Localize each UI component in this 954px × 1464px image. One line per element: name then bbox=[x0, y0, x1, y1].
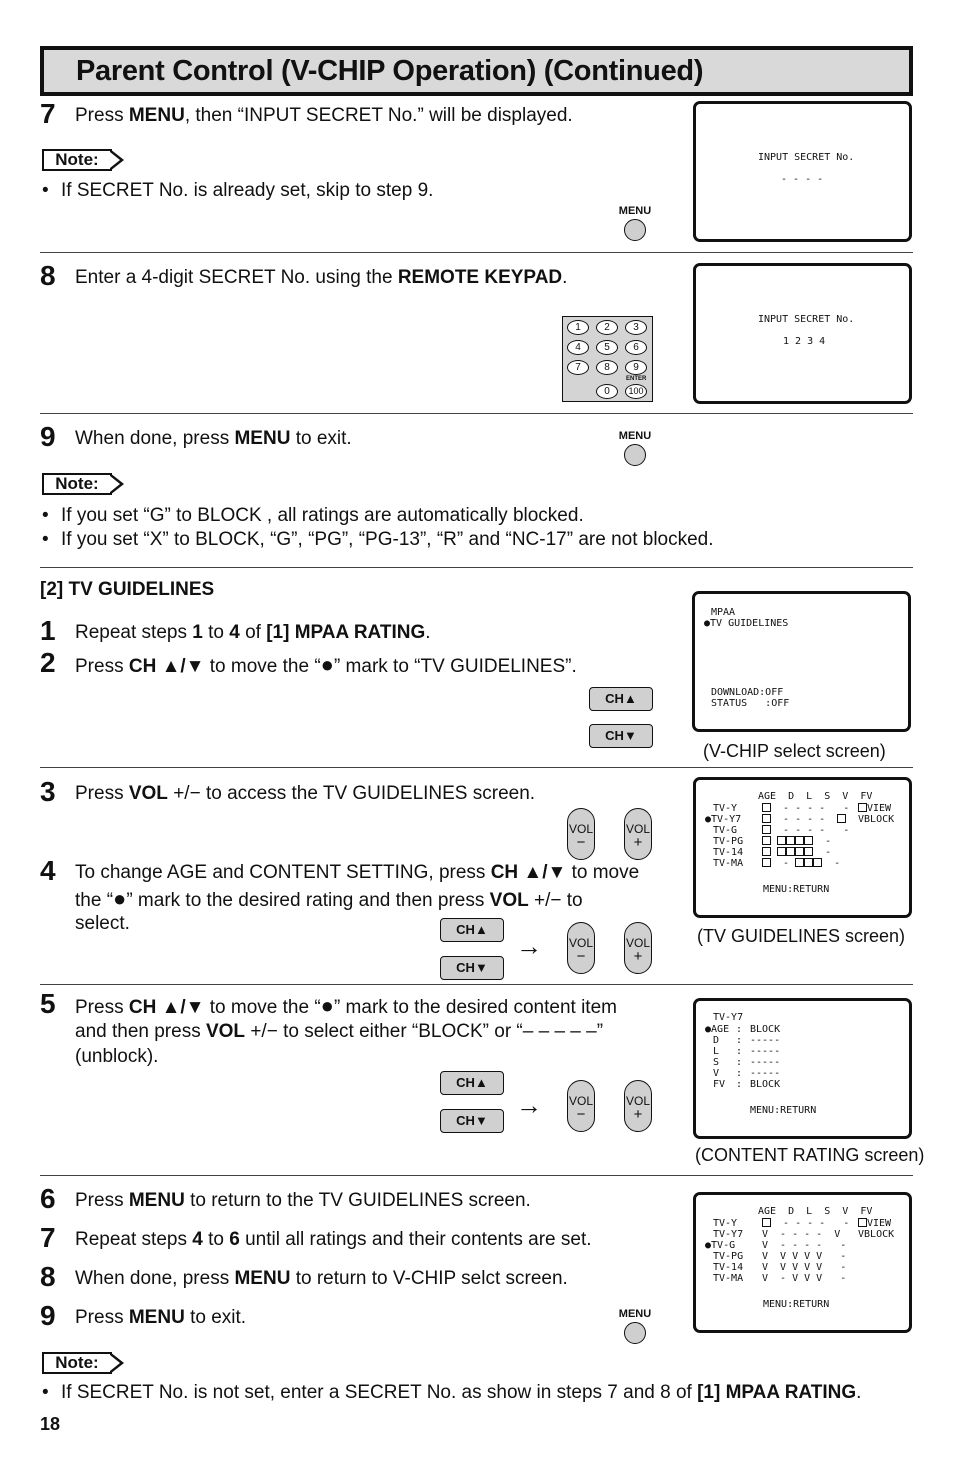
divider bbox=[40, 567, 913, 568]
note-tag: Note: bbox=[42, 149, 126, 171]
step-number: 3 bbox=[40, 776, 56, 807]
step-number: 5 bbox=[40, 988, 56, 1019]
step-number: 9 bbox=[40, 1300, 56, 1331]
step-number: 9 bbox=[40, 421, 56, 452]
note-text: If you set “X” to BLOCK, “G”, “PG”, “PG-13”, “R” and “NC-17” are not blocked. bbox=[61, 529, 714, 550]
dot-icon: ● bbox=[113, 886, 127, 911]
step-number: 4 bbox=[40, 855, 56, 886]
page-title-bar bbox=[40, 46, 913, 96]
bullet-icon: • bbox=[42, 1382, 49, 1403]
note-text: If SECRET No. is already set, skip to step 9. bbox=[61, 180, 434, 201]
step-number: 1 bbox=[40, 615, 56, 646]
vol-minus-button-icon: VOL − bbox=[567, 808, 595, 860]
step-number: 8 bbox=[40, 260, 56, 291]
step-2-text: Press CH ▲/▼ to move the “●” mark to “TV GUIDELINES”. bbox=[75, 652, 577, 677]
step-9-text: Press MENU to exit. bbox=[75, 1307, 247, 1328]
screen-caption: (V-CHIP select screen) bbox=[703, 741, 886, 761]
arrow-right-icon: → bbox=[516, 1090, 542, 1120]
ch-up-button-icon: CH▲ bbox=[440, 1071, 504, 1095]
step-4-text-line2: the “●” mark to the desired rating and then press VOL +/− to bbox=[75, 886, 583, 911]
divider bbox=[40, 1175, 913, 1176]
step-number: 2 bbox=[40, 647, 56, 678]
vol-plus-button-icon: VOL + bbox=[624, 922, 652, 974]
note-text: If you set “G” to BLOCK , all ratings are automatically blocked. bbox=[61, 505, 584, 526]
step-7-text: Press MENU, then “INPUT SECRET No.” will be displayed. bbox=[75, 105, 573, 126]
screen-caption: (CONTENT RATING screen) bbox=[695, 1145, 925, 1165]
note-text: If SECRET No. is not set, enter a SECRET No. as show in steps 7 and 8 of [1] MPAA RATING. bbox=[61, 1382, 862, 1403]
section-heading: [2] TV GUIDELINES bbox=[40, 579, 215, 600]
step-5-text-line2: and then press VOL +/− to select either “BLOCK” or “– – – – –” bbox=[75, 1021, 604, 1042]
ch-up-button-icon: CH▲ bbox=[440, 918, 504, 942]
tv-guidelines-screen: AGE D L S V FV TV-Y ●TV-Y7 TV-G TV-PG TV-14 TV-MA - - - - - - - - - - - - - - - - - - VIEW VBLOCK MENU:RETURN bbox=[693, 777, 912, 918]
step-8-text: When done, press MENU to return to V-CHIP selct screen. bbox=[75, 1268, 568, 1289]
step-number: 7 bbox=[40, 1222, 56, 1253]
dot-icon: ● bbox=[320, 652, 334, 677]
step-7-text: Repeat steps 4 to 6 until all ratings and their contents are set. bbox=[75, 1229, 592, 1250]
ch-down-button-icon: CH▼ bbox=[589, 724, 653, 748]
ch-down-button-icon: CH▼ bbox=[440, 956, 504, 980]
step-number: 8 bbox=[40, 1261, 56, 1292]
step-6-text: Press MENU to return to the TV GUIDELINES screen. bbox=[75, 1190, 531, 1211]
bullet-icon: • bbox=[42, 529, 49, 550]
remote-keypad-icon: 1 2 3 4 5 6 7 8 9 ENTER 0 100 bbox=[562, 316, 653, 402]
secret-screen-1: INPUT SECRET No. - - - - bbox=[693, 101, 912, 242]
step-4-text-line1: To change AGE and CONTENT SETTING, press CH ▲/▼ to move bbox=[75, 862, 640, 883]
step-3-text: Press VOL +/− to access the TV GUIDELINES screen. bbox=[75, 783, 536, 804]
note-tag: Note: bbox=[42, 473, 126, 495]
vol-minus-button-icon: VOL − bbox=[567, 1080, 595, 1132]
step-5-text-line1: Press CH ▲/▼ to move the “●” mark to the desired content item bbox=[75, 993, 617, 1018]
divider bbox=[40, 413, 913, 414]
bullet-icon: • bbox=[42, 505, 49, 526]
step-1-text: Repeat steps 1 to 4 of [1] MPAA RATING. bbox=[75, 622, 431, 643]
arrow-right-icon: → bbox=[516, 931, 542, 961]
vol-plus-button-icon: VOL + bbox=[624, 808, 652, 860]
ch-down-button-icon: CH▼ bbox=[440, 1109, 504, 1133]
note-tag: Note: bbox=[42, 1352, 126, 1374]
step-number: 6 bbox=[40, 1183, 56, 1214]
menu-button-icon: MENU bbox=[615, 205, 655, 249]
page-title: Parent Control (V-CHIP Operation) (Continued) bbox=[76, 55, 704, 87]
vol-minus-button-icon: VOL − bbox=[567, 922, 595, 974]
step-5-text-line3: (unblock). bbox=[75, 1046, 159, 1067]
step-number: 7 bbox=[40, 98, 56, 129]
step-9-text: When done, press MENU to exit. bbox=[75, 428, 352, 449]
screen-caption: (TV GUIDELINES screen) bbox=[697, 926, 906, 946]
vchip-select-screen: MPAA ●TV GUIDELINES DOWNLOAD:OFF STATUS :OFF bbox=[692, 591, 911, 732]
secret-screen-2: INPUT SECRET No. 1 2 3 4 bbox=[693, 263, 912, 404]
step-4-text-line3: select. bbox=[75, 913, 130, 934]
divider bbox=[40, 984, 913, 985]
tv-guidelines-screen-final: AGE D L S V FV TV-Y TV-Y7 ●TV-G TV-PG TV-14 TV-MA - - - - - V - - - - V V - - - - - V V V V V - V V V V V - V - V V V - VIEW VBLOCK MENU:RETURN bbox=[693, 1192, 912, 1333]
page-number: 18 bbox=[40, 1414, 61, 1434]
divider bbox=[40, 767, 913, 768]
content-rating-screen: TV-Y7 ●AGE D L S V FV : : : : : : BLOCK ----- ----- ----- ----- BLOCK MENU:RETURN bbox=[693, 998, 912, 1139]
vol-plus-button-icon: VOL + bbox=[624, 1080, 652, 1132]
menu-button-icon: MENU bbox=[615, 430, 655, 474]
ch-up-button-icon: CH▲ bbox=[589, 687, 653, 711]
menu-button-icon: MENU bbox=[615, 1308, 655, 1352]
bullet-icon: • bbox=[42, 180, 49, 201]
dot-icon: ● bbox=[320, 993, 334, 1018]
divider bbox=[40, 252, 913, 253]
step-8-text: Enter a 4-digit SECRET No. using the REMOTE KEYPAD. bbox=[75, 267, 568, 288]
